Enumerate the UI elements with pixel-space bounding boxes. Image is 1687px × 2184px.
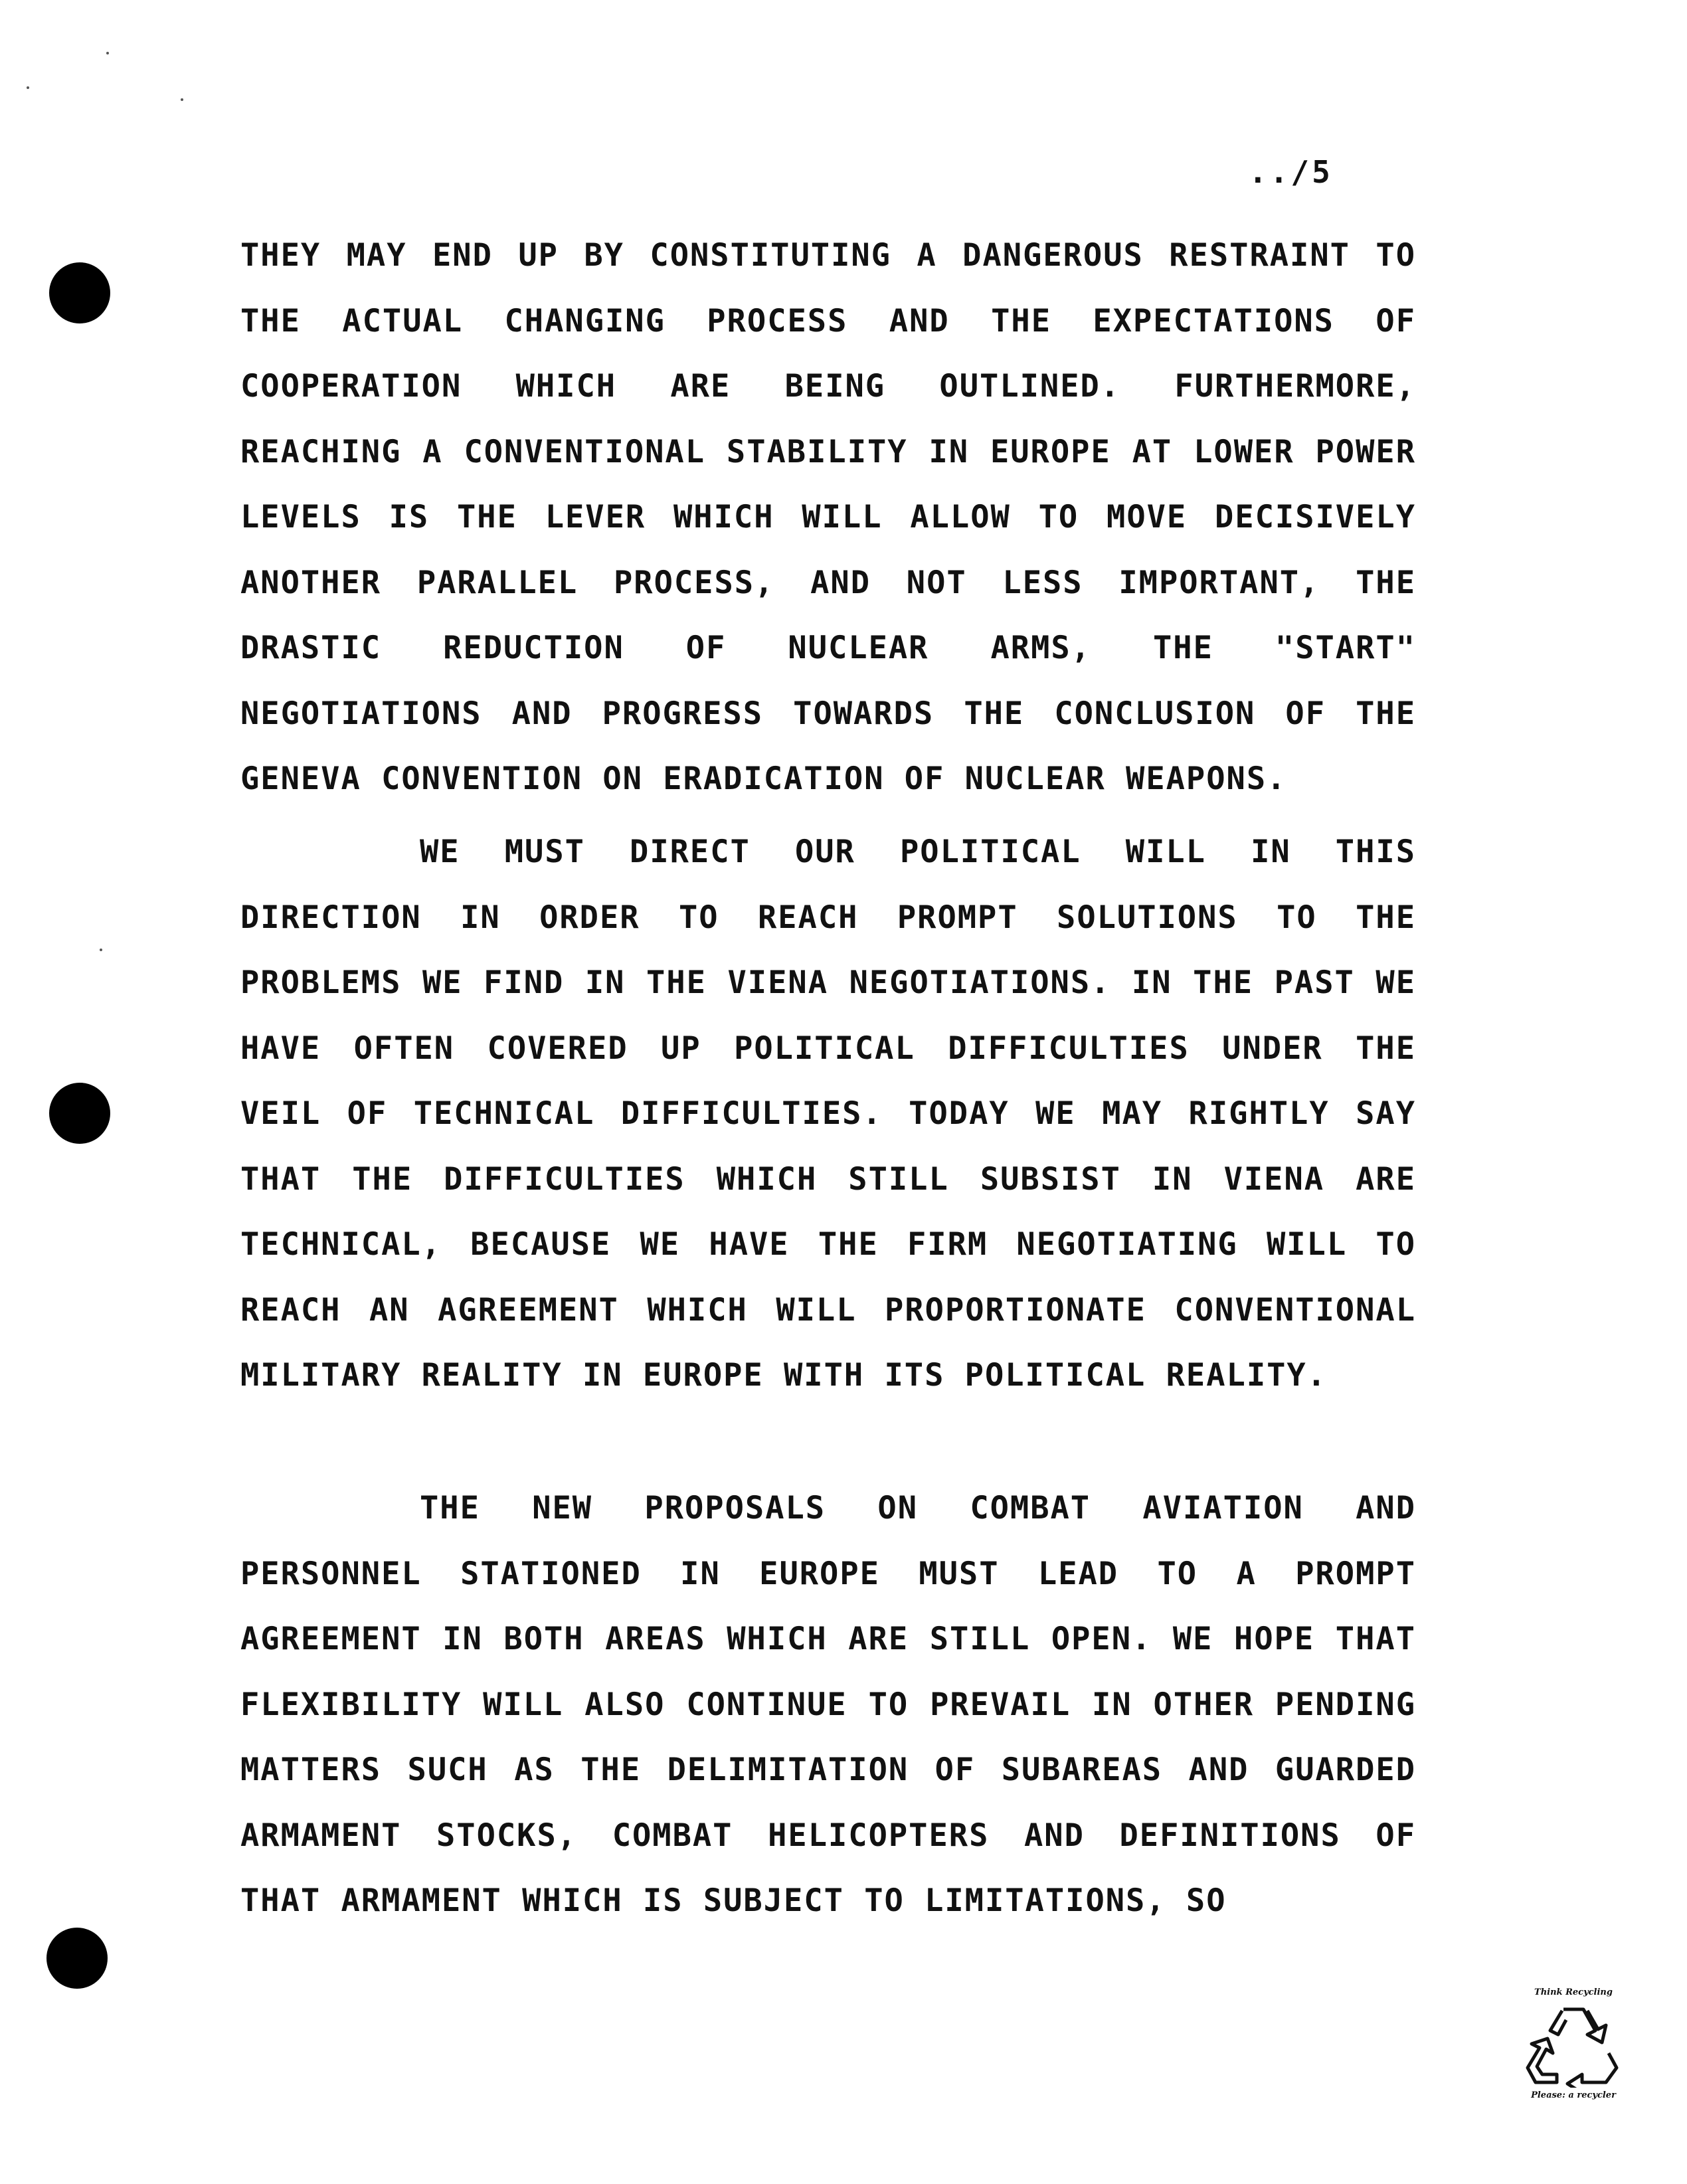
scan-speck (106, 52, 109, 54)
paragraph-2 (240, 820, 1416, 1409)
paragraph-3-text: THE NEW PROPOSALS ON COMBAT AVIATION AND PERSONNEL STATIONED IN EUROPE MUST LEAD TO A PROMPT AGREEMENT IN BOTH AREAS WHICH ARE STILL OPEN. WE HOPE THAT FLEXIBILITY WILL ALSO CONTINUE TO PREVAIL IN OTHER PENDING MATTERS SUCH AS THE DELIMITATION OF SUBAREAS AND GUARDED ARMAMENT STOCKS, COMBAT HELICOPTERS AND DEFINITIONS OF THAT ARMAMENT WHICH IS SUBJECT TO LIMITATIONS, SO (240, 1490, 1416, 1919)
paragraph-1-text: THEY MAY END UP BY CONSTITUTING A DANGEROUS RESTRAINT TO THE ACTUAL CHANGING PROCESS AND THE EXPECTATIONS OF COOPERATION WHICH ARE BEING OUTLINED. FURTHERMORE, REACHING A CONVENTIONAL STABILITY IN EUROPE AT LOWER POWER LEVELS IS THE LEVER WHICH WILL ALLOW TO MOVE DECISIVELY ANOTHER PARALLEL PROCESS, AND NOT LESS IMPORTANT, THE DRASTIC REDUCTION OF NUCLEAR ARMS, THE "START" NEGOTIATIONS AND PROGRESS TOWARDS THE CONCLUSION OF THE GENEVA CONVENTION ON ERADICATION OF NUCLEAR WEAPONS. (240, 237, 1416, 797)
scan-speck (27, 86, 29, 89)
binder-hole (46, 1928, 108, 1989)
binder-hole (49, 1083, 110, 1144)
scan-speck (100, 949, 102, 951)
paragraph-2-text: WE MUST DIRECT OUR POLITICAL WILL IN THIS DIRECTION IN ORDER TO REACH PROMPT SOLUTIONS TO THE PROBLEMS WE FIND IN THE VIENA NEGOTIATIONS. IN THE PAST WE HAVE OFTEN COVERED UP POLITICAL DIFFICULTIES UNDER THE VEIL OF TECHNICAL DIFFICULTIES. TODAY WE MAY RIGHTLY SAY THAT THE DIFFICULTIES WHICH STILL SUBSIST IN VIENA ARE TECHNICAL, BECAUSE WE HAVE THE FIRM NEGOTIATING WILL TO REACH AN AGREEMENT WHICH WILL PROPORTIONATE CONVENTIONAL MILITARY REALITY IN EUROPE WITH ITS POLITICAL REALITY. (240, 834, 1416, 1394)
paragraph-1 (240, 223, 1416, 812)
paragraph-3 (240, 1476, 1416, 1934)
recycle-logo (1517, 1987, 1630, 2167)
recycle-icon (1524, 2001, 1623, 2088)
scan-speck (181, 98, 183, 101)
recycle-logo-bottom-caption: Please: a recycler (1531, 2090, 1616, 2100)
recycle-logo-top-caption: Think Recycling (1534, 1987, 1613, 1997)
page-number: ../5 (1249, 154, 1333, 190)
binder-hole (49, 262, 110, 323)
